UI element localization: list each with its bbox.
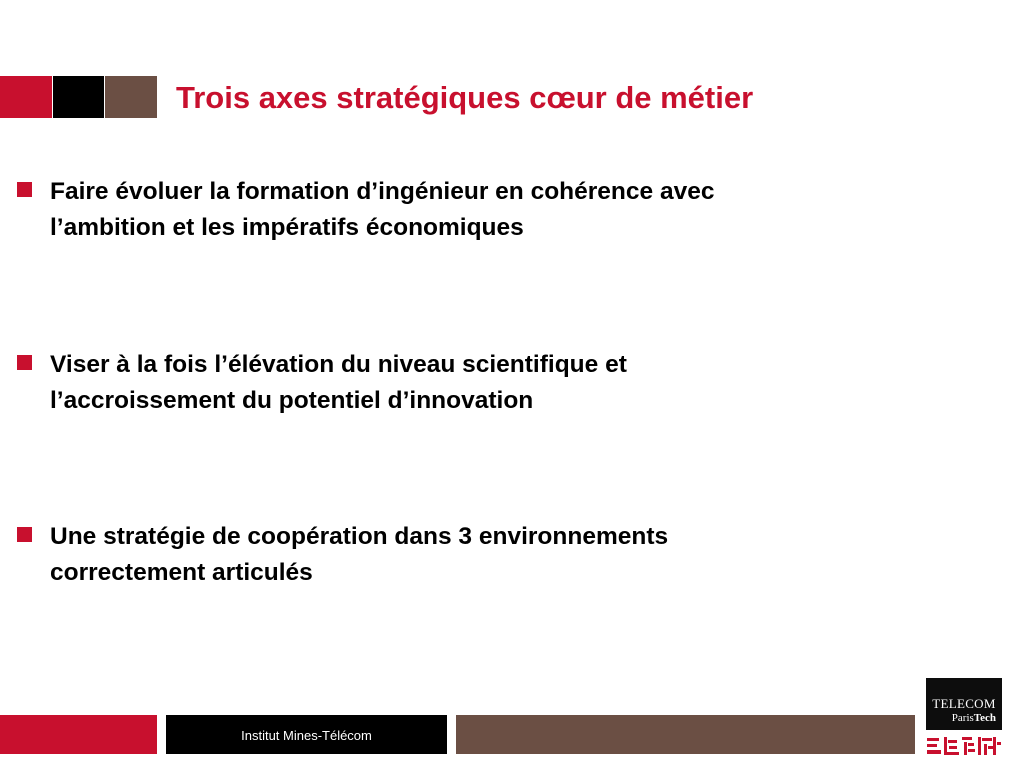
bullet-text — [50, 174, 930, 246]
bullet-line: l’accroissement du potentiel d’innovation — [50, 387, 534, 414]
logo-sub-paris: Paris — [951, 712, 974, 724]
bullet-line: Viser à la fois l’élévation du niveau scientifique et — [50, 351, 627, 378]
footer-institution-label: Institut Mines-Télécom — [241, 728, 372, 743]
logo-sub-tech: Tech — [973, 712, 996, 724]
square-bullet-icon — [17, 355, 32, 370]
bullet-line: Une stratégie de coopération dans 3 environnements — [50, 523, 669, 550]
bullet-line: l’ambition et les impératifs économiques — [50, 214, 524, 241]
bullet-text — [50, 519, 930, 591]
bullet-line: Faire évoluer la formation d’ingénieur en cohérence avec — [50, 178, 715, 205]
header-black-block — [53, 76, 104, 118]
header-brown-block — [105, 76, 157, 118]
footer-red-bar — [0, 715, 157, 754]
square-bullet-icon — [17, 527, 32, 542]
bullet-text — [50, 347, 930, 419]
telecom-paristech-seal-icon — [926, 734, 1002, 758]
logo-subtitle — [926, 712, 996, 724]
logo-black-panel — [926, 678, 1002, 730]
bullet-line: correctement articulés — [50, 559, 313, 586]
slide-title: Trois axes stratégiques cœur de métier — [176, 80, 754, 115]
square-bullet-icon — [17, 182, 32, 197]
footer-brown-bar — [456, 715, 915, 754]
header-red-block — [0, 76, 52, 118]
logo-wordmark: TELECOM — [932, 696, 996, 711]
telecom-paristech-logo — [926, 678, 1002, 758]
